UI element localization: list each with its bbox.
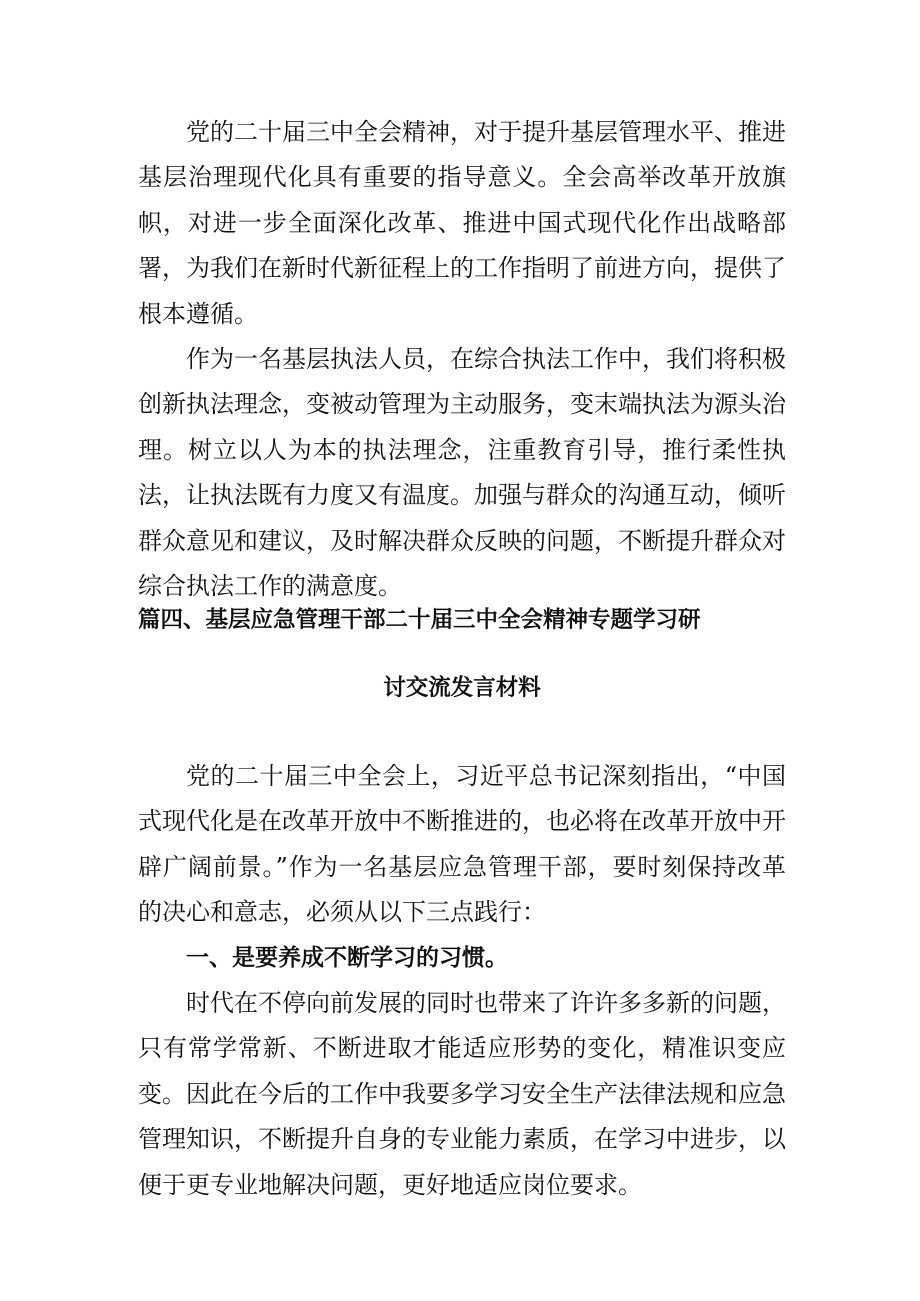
paragraph-study-spirit: 党的二十届三中全会精神，对于提升基层管理水平、推进基层治理现代化具有重要的指导意义。全会高举改革开放旗帜，对进一步全面深化改革、推进中国式现代化作出战略部署，为我们在新时代新征程上的工作指明了前进方向，提供了根本遵循。: [138, 118, 786, 328]
paragraph-intro: 党的二十届三中全会上，习近平总书记深刻指出，“中国式现代化是在改革开放中不断推进的，也必将在改革开放中开辟广阔前景。”作为一名基层应急管理干部，要时刻保持改革的决心和意志，必须从以下三点践行：: [138, 762, 786, 927]
subheading-learning-habit: 一、是要养成不断学习的习惯。: [186, 944, 508, 971]
paragraph-law-enforcement: 作为一名基层执法人员，在综合执法工作中，我们将积极创新执法理念，变被动管理为主动服务，变末端执法为源头治理。树立以人为本的执法理念，注重教育引导，推行柔性执法，让执法既有力度又有温度。加强与群众的沟通互动，倾听群众意见和建议，及时解决群众反映的问题，不断提升群众对综合执法工作的满意度。: [138, 345, 786, 601]
top-text-block: [138, 110, 786, 609]
paragraph-learning: 时代在不停向前发展的同时也带来了许许多多新的问题，只有常学常新、不断进取才能适应形势的变化，精准识变应变。因此在今后的工作中我要多学习安全生产法律法规和应急管理知识，不断提升自身的专业能力素质，在学习中进步，以便于更专业地解决问题，更好地适应岗位要求。: [138, 989, 786, 1199]
section-title-line-1: 篇四、基层应急管理干部二十届三中全会精神专题学习研: [138, 607, 701, 633]
section-body: [138, 754, 786, 1208]
section-title-line-2: 讨交流发言材料: [383, 675, 541, 701]
